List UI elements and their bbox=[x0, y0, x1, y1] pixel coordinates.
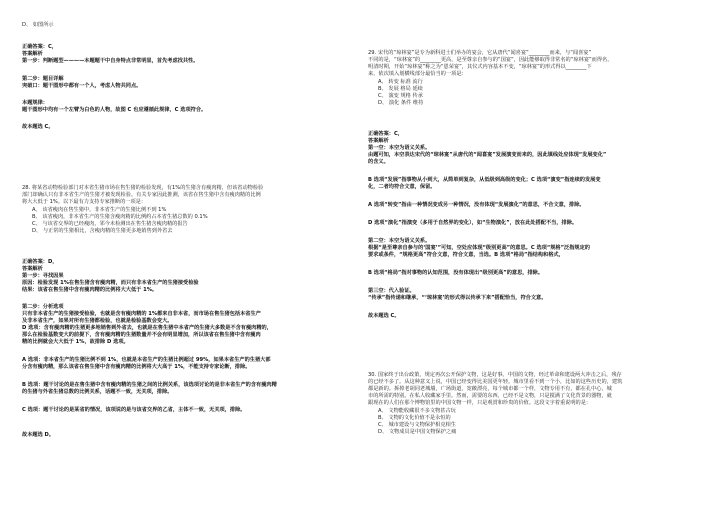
answer-text-line: 那么在检验基数变大的前提下，含有瘦肉精的生猪数量并不会有明显增加，所以该省在售生猪中含有瘦肉 bbox=[22, 332, 261, 338]
answer-text-line: 故本题选 C。 bbox=[368, 313, 400, 319]
option-line: A、 转变 标准 流行 bbox=[378, 79, 423, 85]
answer-text-line: 及非本省生产，如果对所有生猪都检验，也就是检验基数会变大。 bbox=[22, 318, 173, 324]
option-line: B、 文物的文化价值不是永恒的 bbox=[378, 415, 451, 421]
answer-text-line: 本题规律： bbox=[22, 100, 48, 106]
answer-text-line: 正确答案：C， bbox=[22, 44, 57, 50]
option-line: D、 与正常的生猪相比，含瘦肉精的生猪更多地销售到外省去 bbox=[32, 228, 173, 234]
option-line: D、 演化 条件 维持 bbox=[378, 100, 424, 106]
answer-text-line: 答案解析 bbox=[368, 138, 389, 144]
option-line: B、 该省瘦肉，非本省生产的生猪含瘦肉精的比例约占本省生猪总数的 0.1% bbox=[32, 214, 208, 220]
answer-text-line: 根据“是至尊亲自参与的‘国宴’”可知，空处应体现“级别更高”的意思。C 选项“规格”泛指规定的 bbox=[368, 245, 590, 251]
question-text-line: 的已经不多了。从这种意义上说，中国已经变得比美国更年轻。城市里看不到一个小，比如的这些历史的，建筑 bbox=[368, 379, 623, 385]
option-line: B、 发展 格局 延续 bbox=[378, 86, 423, 92]
answer-text-line: 第一步：判断题型————本题题干中自身特点非常明显，首先考虑找共性。 bbox=[22, 58, 199, 64]
question-text-line: 市的所需的特别。在私人收藏家手里。然而，需要的东西，已经不是文物，只是搅满了文化背景的器物，就 bbox=[368, 393, 612, 399]
question-text-line: D、 如图所示 bbox=[22, 22, 54, 28]
answer-text-line: 突破口：题干图形中都有一个人，考虑人物共同点。 bbox=[22, 83, 142, 89]
answer-text-line: 第三空：代入验证。 bbox=[368, 288, 415, 294]
answer-text-line: 第一步：寻找因果 bbox=[22, 273, 64, 279]
answer-text-line: 化，二者均符合文意，保留。 bbox=[368, 184, 436, 190]
question-text-line: 29. 宋代的“琼林宴”是专为新科进士们举办的宴会，它从唐代“闻喜宴”________而来，与“闻喜宴” bbox=[368, 50, 592, 56]
answer-text-line: B 选项：题干讨论的是在售生猪中含有瘦肉精的生猪之间的比例关系，该选项讨论的是非本省生产的含有瘦肉精 bbox=[22, 382, 277, 388]
answer-text-line: 由题可知，本空表达宋代的“琼林宴”从唐代的“闻喜宴”发展演变而来的，因此填线处应体现“发展变化” bbox=[368, 152, 607, 158]
question-text-line: 来，依次填入划横线部分最恰当的一项是： bbox=[368, 71, 467, 77]
answer-text-line: B 选项“发展”指事物从小到大，从简单到复杂，从低级到高级的变化；C 选项“演变”指连续的发展变 bbox=[368, 177, 601, 183]
option-line: C、 与该省交界的已经瘦肉，邻今未检测出在售生猪含瘦肉精的报告 bbox=[32, 221, 188, 227]
answer-text-line: 只有非本省生产的生猪接受检验，也就是含有瘦肉精的 1%都来自非本省，而市场在售生猪包括本省生产 bbox=[22, 311, 261, 317]
question-text-line: 部门却确认只有非本省生产的生猪才被发现检验。有关专家因此推测，该省在售生猪中含有瘦肉精的比例 bbox=[22, 192, 261, 198]
question-text-line: 明清时期，开始“琼林宴”称之为“恩荣宴”，其仪式内容基本不变，“琼林宴”的形式得以________下 bbox=[368, 64, 592, 70]
answer-text-line: 原因：检验发现 1%在售生猪含有瘦肉精，而只有非本省生产的生猪接受检验 bbox=[22, 280, 199, 286]
question-text-line: 28. 将某省动物检验部门对本省生猪市场在售生猪的检验发现，有1%的生猪含有瘦肉精，但该省动物检验 bbox=[22, 185, 264, 191]
answer-text-line: “传承”指传递和继承，“‘琼林宴’的形式得以传承下来”搭配恰当，符合文意。 bbox=[368, 295, 547, 301]
answer-text-line: A 选项：非本省生产的生猪比例不到 1%，也就是本省生产的生猪比例超过 99%，如果本省生产的生猪大部 bbox=[22, 357, 271, 363]
answer-text-line: 正确答案：C， bbox=[368, 131, 403, 137]
option-line: C、 城市建设与文物保护相克相生 bbox=[378, 422, 456, 428]
answer-text-line: 精的比例就会大大低于 1%，故排除 D 选项。 bbox=[22, 339, 129, 345]
answer-text-line: 要求或条件，“规格更高”符合文意，符合文意，当选。B 选项“格局”指结构和格式， bbox=[368, 252, 564, 258]
answer-text-line: A 选项“转变”指由一种情况变成另一种情况，没有体现“发展演化”的意思，不合文意，排除。 bbox=[368, 202, 585, 208]
answer-text-line: 题干图形中均有一个左臂为白色的人物，故图 C 也应遵循此规律，C 选项符合。 bbox=[22, 107, 207, 113]
option-line: D、 文物成员是中国文物保护之痛 bbox=[378, 429, 457, 435]
option-line: A、 文物能收藏很不多文物甚古玩 bbox=[378, 408, 456, 414]
answer-text-line: 答案解析 bbox=[22, 266, 43, 272]
answer-text-line: 答案解析 bbox=[22, 51, 43, 57]
answer-text-line: D 选项：含有瘦肉精的生猪更多地销售到外省去，也就是在售生猪中本省产的生猪大多数是不含有瘦肉精的， bbox=[22, 325, 272, 331]
question-text-line: 30. 国家终于出台政策，规定再次公开保护文物，这是好事。中国的文物，经过革命和建设两大冲击之后，残存 bbox=[368, 372, 622, 378]
answer-text-line: B 选项“格局”指对事物的认知范围，没有体现出“级别更高”的意思，排除。 bbox=[368, 270, 544, 276]
answer-text-line: 故本题选 D。 bbox=[22, 432, 55, 438]
answer-text-line: 第一空：本空为语义关系。 bbox=[368, 145, 431, 151]
answer-text-line: 分含有瘦肉精，那么该省在售生猪中含有瘦肉精的比例将大大高于 1%，不能支持专家论断，排除。 bbox=[22, 364, 251, 370]
answer-text-line: 第二空：本空为语义关系。 bbox=[368, 238, 431, 244]
question-text-line: 跟现在的人们在那个博物馆里的中国文物一样，只是观赏和珍贵的价值。这段文字着重说明的是： bbox=[368, 400, 592, 406]
answer-text-line: 故本题选 C。 bbox=[22, 124, 54, 130]
option-line: A、 该省瘦肉在售生猪中，非本省生产的生猪比例不到 1% bbox=[32, 207, 167, 213]
answer-text-line: 的生猪与外省生猪总数的比例关系，话题不一致，无关项，排除。 bbox=[22, 389, 173, 395]
answer-text-line: 正确答案：D， bbox=[22, 259, 58, 265]
answer-text-line: D 选项“演化”指演变（多用于自然界的变化），如“生物演化”，放在此处搭配不当，排除。 bbox=[368, 220, 578, 226]
answer-text-line: C 选项：题干讨论的是某省的情况，该项说的是与该省交界的乙省，主体不一致，无关项，排除。 bbox=[22, 407, 246, 413]
question-text-line: 不同的是，“琼林宴”的________更高，是至尊亲自参与的“国宴”，因此能够取得非常名的“琼林宴”而得名， bbox=[368, 57, 613, 63]
question-text-line: 将大大低于 1%。以下最有力支持专家推断的一项是： bbox=[22, 199, 147, 205]
answer-text-line: 的含义。 bbox=[368, 159, 389, 165]
option-line: C、 演变 规格 传承 bbox=[378, 93, 423, 99]
answer-text-line: 第二步：分析选项 bbox=[22, 304, 64, 310]
answer-text-line: 第二步：题目详解 bbox=[22, 76, 64, 82]
question-text-line: 都是新的。拆掉老胡同老城墙，广场街道，宽敞漂亮，每个城市都一个样，文物专用不有，都在孔中心，城 bbox=[368, 386, 612, 392]
answer-text-line: 结果：该省在售生猪中含有瘦肉精的比例将大大低于 1%。 bbox=[22, 287, 158, 293]
